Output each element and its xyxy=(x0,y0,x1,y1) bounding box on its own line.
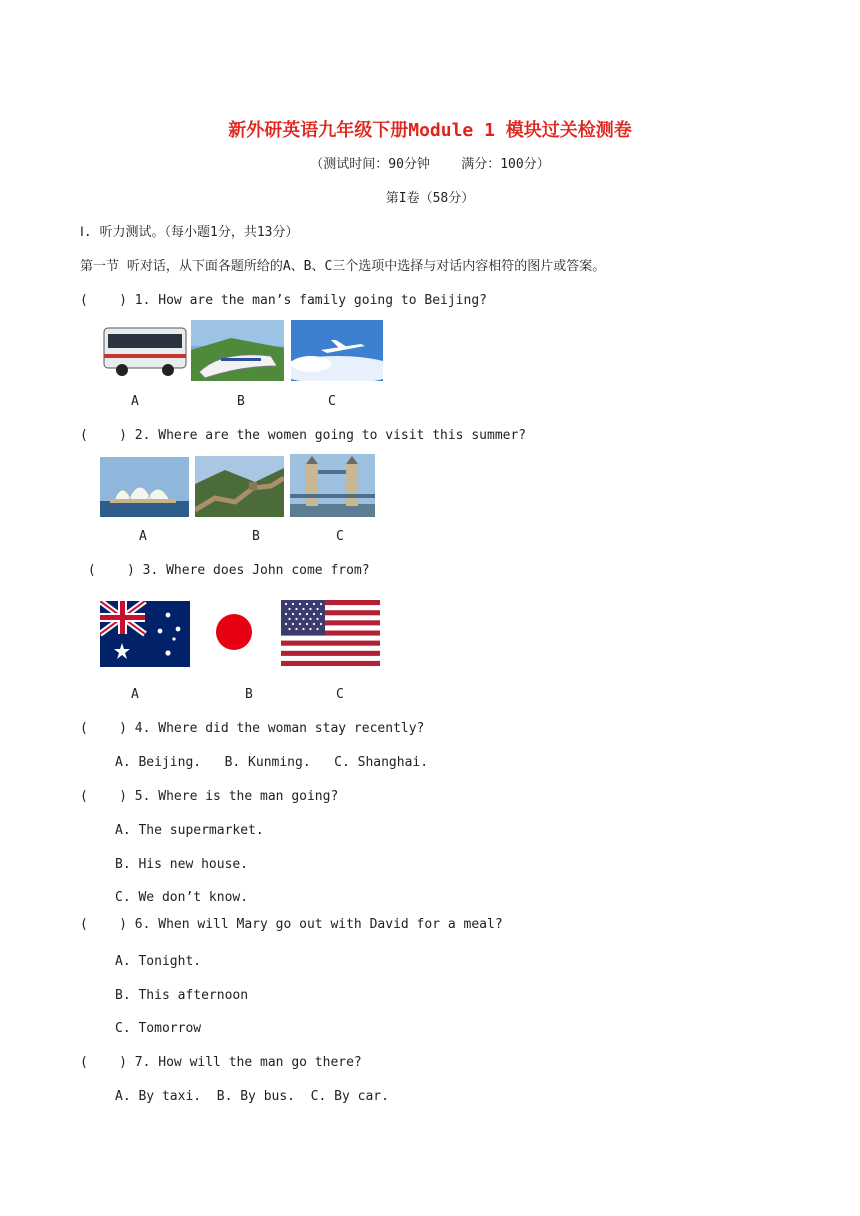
q2-label-c: C xyxy=(336,529,344,544)
q2-label-b: B xyxy=(252,529,260,544)
q1-label-a: A xyxy=(131,394,139,409)
q4-options: A. Beijing. B. Kunming. C. Shanghai. xyxy=(115,755,429,770)
q7-options: A. By taxi. B. By bus. C. By car. xyxy=(115,1089,389,1104)
q5-option-b: B. His new house. xyxy=(115,857,249,872)
q6-option-b: B. This afternoon xyxy=(115,988,249,1003)
q3-label-b: B xyxy=(245,687,253,702)
question-2: ( ) 2. Where are the women going to visit this summer? xyxy=(80,428,527,443)
question-6: ( ) 6. When will Mary go out with David for a meal? xyxy=(80,917,503,932)
q3-label-a: A xyxy=(131,687,139,702)
great-wall-image xyxy=(195,456,284,517)
q6-option-c: C. Tomorrow xyxy=(115,1021,202,1036)
question-4: ( ) 4. Where did the woman stay recently? xyxy=(80,721,425,736)
opera-house-image xyxy=(100,457,189,517)
japan-flag-image xyxy=(205,601,265,661)
q5-option-a: A. The supermarket. xyxy=(115,823,264,838)
section-heading: Ⅰ. 听力测试。（每小题1分，共13分） xyxy=(80,225,299,240)
tower-bridge-image xyxy=(290,454,375,517)
part-instruction: 第一节 听对话，从下面各题所给的A、B、C三个选项中选择与对话内容相符的图片或答案。 xyxy=(80,259,606,274)
question-1: ( ) 1. How are the man’s family going to Beijing? xyxy=(80,293,487,308)
australia-flag-image xyxy=(100,601,190,667)
volume-heading: 第I卷（58分） xyxy=(385,191,475,206)
bus-image xyxy=(100,318,190,380)
document-title: 新外研英语九年级下册Module 1 模块过关检测卷 xyxy=(228,120,632,141)
q1-label-b: B xyxy=(237,394,245,409)
q1-label-c: C xyxy=(328,394,336,409)
question-3: ( ) 3. Where does John come from? xyxy=(80,563,370,578)
q3-label-c: C xyxy=(336,687,344,702)
question-7: ( ) 7. How will the man go there? xyxy=(80,1055,362,1070)
q2-label-a: A xyxy=(139,529,147,544)
usa-flag-image xyxy=(281,600,380,666)
q5-option-c: C. We don’t know. xyxy=(115,890,249,905)
train-image xyxy=(191,320,284,381)
test-info: （测试时间：90分钟 满分：100分） xyxy=(310,157,550,172)
question-5: ( ) 5. Where is the man going? xyxy=(80,789,339,804)
q6-option-a: A. Tonight. xyxy=(115,954,202,969)
plane-image xyxy=(291,320,383,381)
